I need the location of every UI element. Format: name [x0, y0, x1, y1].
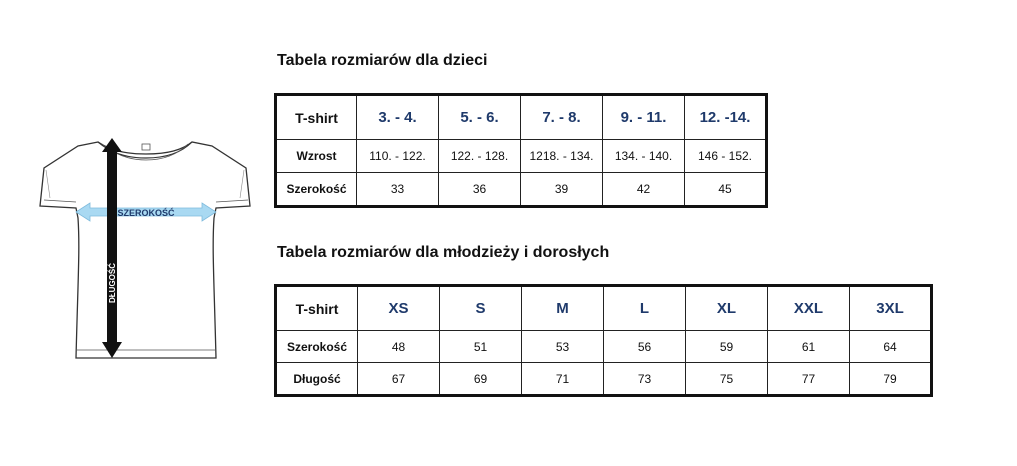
- table-cell: 110. - 122.: [357, 140, 439, 173]
- table-cell: 77: [768, 363, 850, 396]
- row-label: Długość: [276, 363, 358, 396]
- table-cell: 1218. - 134.: [521, 140, 603, 173]
- table-cell: 56: [604, 331, 686, 363]
- size-label: XS: [358, 286, 440, 331]
- table-cell: 53: [522, 331, 604, 363]
- table-cell: 48: [358, 331, 440, 363]
- size-label: M: [522, 286, 604, 331]
- length-label: DŁUGOŚĆ: [108, 263, 117, 303]
- kids-size-table: [274, 93, 768, 208]
- table-header-row: [276, 286, 932, 331]
- table-cell: 39: [521, 173, 603, 207]
- table-cell: 71: [522, 363, 604, 396]
- size-label: 9. - 11.: [603, 95, 685, 140]
- table-cell: 134. - 140.: [603, 140, 685, 173]
- table-cell: 61: [768, 331, 850, 363]
- table-row: [276, 331, 932, 363]
- width-label: SZEROKOŚĆ: [117, 208, 175, 218]
- table-cell: 33: [357, 173, 439, 207]
- row-label: Wzrost: [276, 140, 357, 173]
- size-label: 3. - 4.: [357, 95, 439, 140]
- row-label: Szerokość: [276, 173, 357, 207]
- table-row: [276, 140, 767, 173]
- size-label: XXL: [768, 286, 850, 331]
- table-cell: 42: [603, 173, 685, 207]
- size-label: 12. -14.: [685, 95, 767, 140]
- adult-table-title: Tabela rozmiarów dla młodzieży i dorosłych: [277, 244, 610, 261]
- size-label: XL: [686, 286, 768, 331]
- table-cell: 73: [604, 363, 686, 396]
- size-label: L: [604, 286, 686, 331]
- table-cell: 69: [440, 363, 522, 396]
- table-row: [276, 173, 767, 207]
- size-label: 7. - 8.: [521, 95, 603, 140]
- table-cell: 75: [686, 363, 768, 396]
- size-label: S: [440, 286, 522, 331]
- table-cell: 146 - 152.: [685, 140, 767, 173]
- table-row: [276, 363, 932, 396]
- table-cell: 59: [686, 331, 768, 363]
- table-cell: 45: [685, 173, 767, 207]
- table-cell: 51: [440, 331, 522, 363]
- size-label: 5. - 6.: [439, 95, 521, 140]
- header-label: T-shirt: [276, 286, 358, 331]
- size-label: 3XL: [850, 286, 932, 331]
- table-cell: 36: [439, 173, 521, 207]
- header-label: T-shirt: [276, 95, 357, 140]
- tshirt-outline-icon: [40, 142, 250, 358]
- tshirt-measurement-illustration: [36, 128, 256, 368]
- adult-size-table: [274, 284, 933, 397]
- table-cell: 79: [850, 363, 932, 396]
- row-label: Szerokość: [276, 331, 358, 363]
- table-header-row: [276, 95, 767, 140]
- table-cell: 67: [358, 363, 440, 396]
- table-cell: 122. - 128.: [439, 140, 521, 173]
- table-cell: 64: [850, 331, 932, 363]
- kids-table-title: Tabela rozmiarów dla dzieci: [277, 52, 488, 69]
